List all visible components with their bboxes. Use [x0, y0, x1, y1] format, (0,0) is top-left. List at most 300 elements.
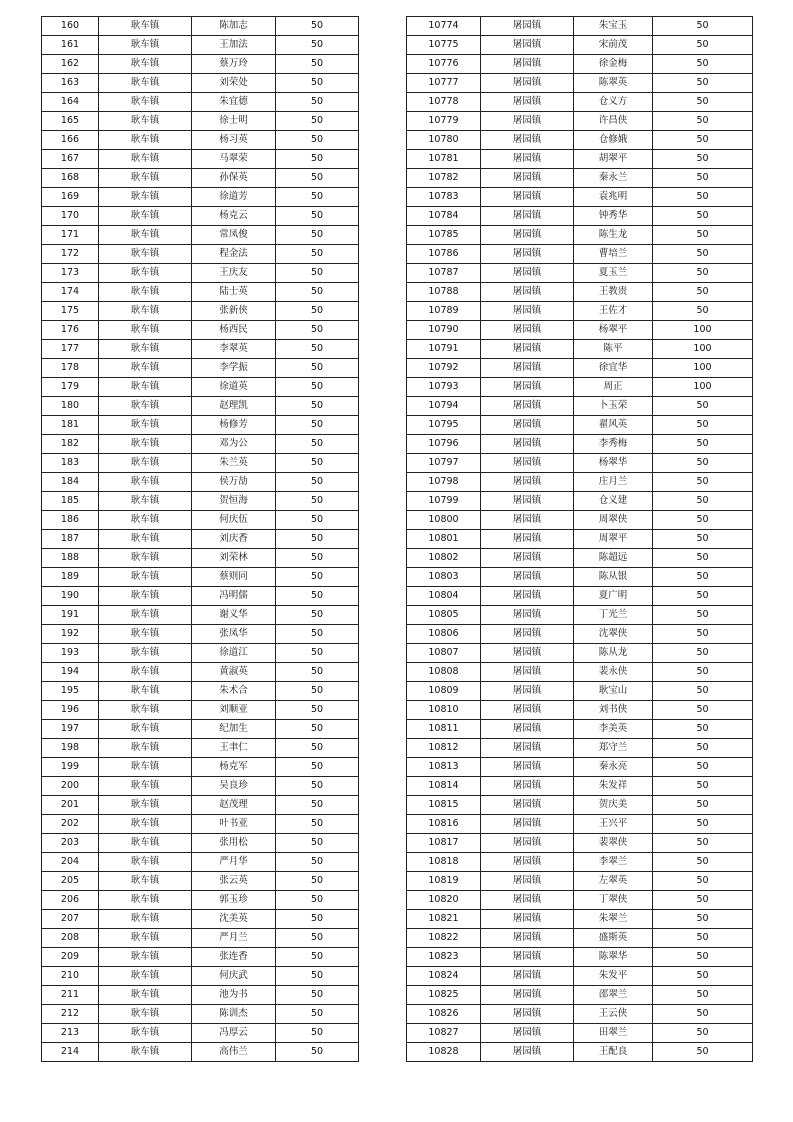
table-row	[407, 1043, 753, 1062]
table-row	[407, 169, 753, 188]
row-number-cell: 10809	[407, 682, 481, 701]
town-cell: 屠园镇	[481, 758, 574, 777]
town-cell: 耿车镇	[99, 511, 192, 530]
town-cell: 屠园镇	[481, 473, 574, 492]
row-number-cell: 194	[42, 663, 99, 682]
name-cell: 庄月兰	[574, 473, 653, 492]
table-row	[42, 891, 359, 910]
row-number-cell: 185	[42, 492, 99, 511]
amount-cell: 50	[276, 74, 359, 93]
name-cell: 陈从银	[574, 568, 653, 587]
town-cell: 耿车镇	[99, 74, 192, 93]
table-row	[42, 530, 359, 549]
row-number-cell: 168	[42, 169, 99, 188]
table-row	[42, 644, 359, 663]
table-row	[407, 663, 753, 682]
row-number-cell: 182	[42, 435, 99, 454]
amount-cell: 50	[276, 644, 359, 663]
amount-cell: 50	[653, 644, 753, 663]
table-row	[42, 473, 359, 492]
amount-cell: 50	[653, 36, 753, 55]
amount-cell: 50	[276, 1024, 359, 1043]
town-cell: 屠园镇	[481, 853, 574, 872]
name-cell: 周正	[574, 378, 653, 397]
town-cell: 屠园镇	[481, 625, 574, 644]
town-cell: 耿车镇	[99, 663, 192, 682]
town-cell: 屠园镇	[481, 549, 574, 568]
town-cell: 耿车镇	[99, 264, 192, 283]
name-cell: 杨克云	[192, 207, 276, 226]
table-row	[42, 226, 359, 245]
town-cell: 屠园镇	[481, 17, 574, 36]
town-cell: 耿车镇	[99, 872, 192, 891]
name-cell: 刘书侠	[574, 701, 653, 720]
name-cell: 丁翠侠	[574, 891, 653, 910]
table-row	[407, 948, 753, 967]
town-cell: 耿车镇	[99, 473, 192, 492]
table-row	[42, 74, 359, 93]
name-cell: 张连香	[192, 948, 276, 967]
name-cell: 秦永兰	[574, 169, 653, 188]
town-cell: 耿车镇	[99, 682, 192, 701]
amount-cell: 50	[276, 188, 359, 207]
name-cell: 蔡则同	[192, 568, 276, 587]
row-number-cell: 176	[42, 321, 99, 340]
table-row	[407, 131, 753, 150]
name-cell: 陈超远	[574, 549, 653, 568]
amount-cell: 50	[276, 872, 359, 891]
table-row	[407, 739, 753, 758]
town-cell: 屠园镇	[481, 169, 574, 188]
table-row	[42, 986, 359, 1005]
town-cell: 屠园镇	[481, 226, 574, 245]
name-cell: 夏玉兰	[574, 264, 653, 283]
table-row	[42, 435, 359, 454]
town-cell: 耿车镇	[99, 454, 192, 473]
name-cell: 徐金梅	[574, 55, 653, 74]
town-cell: 耿车镇	[99, 378, 192, 397]
name-cell: 翟风英	[574, 416, 653, 435]
name-cell: 左翠英	[574, 872, 653, 891]
name-cell: 宋前茂	[574, 36, 653, 55]
town-cell: 耿车镇	[99, 587, 192, 606]
town-cell: 耿车镇	[99, 986, 192, 1005]
amount-cell: 50	[276, 264, 359, 283]
town-cell: 屠园镇	[481, 150, 574, 169]
name-cell: 陈生龙	[574, 226, 653, 245]
amount-cell: 50	[653, 549, 753, 568]
amount-cell: 50	[276, 568, 359, 587]
town-cell: 耿车镇	[99, 55, 192, 74]
row-number-cell: 183	[42, 454, 99, 473]
row-number-cell: 188	[42, 549, 99, 568]
name-cell: 朱发祥	[574, 777, 653, 796]
town-cell: 耿车镇	[99, 910, 192, 929]
amount-cell: 50	[276, 777, 359, 796]
town-cell: 耿车镇	[99, 17, 192, 36]
row-number-cell: 189	[42, 568, 99, 587]
row-number-cell: 210	[42, 967, 99, 986]
table-row	[407, 834, 753, 853]
town-cell: 屠园镇	[481, 682, 574, 701]
row-number-cell: 200	[42, 777, 99, 796]
name-cell: 耿宝山	[574, 682, 653, 701]
town-cell: 屠园镇	[481, 492, 574, 511]
amount-cell: 50	[653, 777, 753, 796]
table-row	[42, 511, 359, 530]
table-row	[42, 758, 359, 777]
amount-cell: 100	[653, 321, 753, 340]
amount-cell: 50	[653, 245, 753, 264]
amount-cell: 50	[653, 929, 753, 948]
town-cell: 耿车镇	[99, 1043, 192, 1062]
row-number-cell: 187	[42, 530, 99, 549]
row-number-cell: 10825	[407, 986, 481, 1005]
town-cell: 耿车镇	[99, 340, 192, 359]
town-cell: 耿车镇	[99, 967, 192, 986]
row-number-cell: 10810	[407, 701, 481, 720]
amount-cell: 50	[276, 112, 359, 131]
amount-cell: 50	[653, 473, 753, 492]
table-row	[42, 701, 359, 720]
town-cell: 耿车镇	[99, 549, 192, 568]
town-cell: 屠园镇	[481, 777, 574, 796]
amount-cell: 50	[653, 397, 753, 416]
name-cell: 袁兆明	[574, 188, 653, 207]
amount-cell: 50	[276, 454, 359, 473]
table-row	[42, 720, 359, 739]
table-row	[42, 397, 359, 416]
table-row	[407, 682, 753, 701]
amount-cell: 50	[276, 492, 359, 511]
left-roster-table	[41, 16, 359, 1062]
amount-cell: 50	[276, 834, 359, 853]
town-cell: 屠园镇	[481, 112, 574, 131]
table-row	[407, 340, 753, 359]
table-row	[42, 36, 359, 55]
name-cell: 朱宜德	[192, 93, 276, 112]
row-number-cell: 10783	[407, 188, 481, 207]
name-cell: 卜玉荣	[574, 397, 653, 416]
name-cell: 许昌侠	[574, 112, 653, 131]
row-number-cell: 10775	[407, 36, 481, 55]
town-cell: 耿车镇	[99, 435, 192, 454]
name-cell: 冯厚云	[192, 1024, 276, 1043]
table-row	[42, 853, 359, 872]
town-cell: 耿车镇	[99, 302, 192, 321]
town-cell: 屠园镇	[481, 1005, 574, 1024]
table-row	[407, 207, 753, 226]
table-row	[42, 55, 359, 74]
amount-cell: 50	[276, 663, 359, 682]
table-row	[42, 967, 359, 986]
table-row	[407, 17, 753, 36]
amount-cell: 100	[653, 378, 753, 397]
row-number-cell: 10791	[407, 340, 481, 359]
amount-cell: 50	[276, 625, 359, 644]
row-number-cell: 178	[42, 359, 99, 378]
amount-cell: 50	[276, 17, 359, 36]
row-number-cell: 10800	[407, 511, 481, 530]
table-row	[407, 549, 753, 568]
row-number-cell: 201	[42, 796, 99, 815]
name-cell: 朱兰英	[192, 454, 276, 473]
town-cell: 屠园镇	[481, 378, 574, 397]
town-cell: 屠园镇	[481, 397, 574, 416]
amount-cell: 50	[276, 36, 359, 55]
name-cell: 秦永亮	[574, 758, 653, 777]
amount-cell: 50	[653, 606, 753, 625]
row-number-cell: 10811	[407, 720, 481, 739]
amount-cell: 50	[276, 359, 359, 378]
table-row	[42, 1005, 359, 1024]
table-row	[407, 986, 753, 1005]
row-number-cell: 179	[42, 378, 99, 397]
table-row	[42, 302, 359, 321]
name-cell: 丁光兰	[574, 606, 653, 625]
name-cell: 胡翠平	[574, 150, 653, 169]
row-number-cell: 184	[42, 473, 99, 492]
town-cell: 屠园镇	[481, 245, 574, 264]
town-cell: 耿车镇	[99, 226, 192, 245]
amount-cell: 50	[653, 1043, 753, 1062]
amount-cell: 50	[276, 435, 359, 454]
row-number-cell: 10821	[407, 910, 481, 929]
town-cell: 屠园镇	[481, 986, 574, 1005]
name-cell: 李学振	[192, 359, 276, 378]
town-cell: 屠园镇	[481, 36, 574, 55]
amount-cell: 50	[276, 473, 359, 492]
table-row	[42, 606, 359, 625]
amount-cell: 50	[276, 682, 359, 701]
table-row	[42, 169, 359, 188]
town-cell: 耿车镇	[99, 207, 192, 226]
town-cell: 耿车镇	[99, 948, 192, 967]
town-cell: 屠园镇	[481, 739, 574, 758]
name-cell: 张凤华	[192, 625, 276, 644]
table-row	[42, 359, 359, 378]
town-cell: 耿车镇	[99, 359, 192, 378]
row-number-cell: 162	[42, 55, 99, 74]
row-number-cell: 10794	[407, 397, 481, 416]
amount-cell: 100	[653, 359, 753, 378]
amount-cell: 50	[276, 302, 359, 321]
amount-cell: 50	[653, 435, 753, 454]
row-number-cell: 10780	[407, 131, 481, 150]
name-cell: 张新侠	[192, 302, 276, 321]
name-cell: 朱术合	[192, 682, 276, 701]
row-number-cell: 10807	[407, 644, 481, 663]
town-cell: 屠园镇	[481, 815, 574, 834]
town-cell: 屠园镇	[481, 131, 574, 150]
town-cell: 耿车镇	[99, 1024, 192, 1043]
amount-cell: 50	[276, 1005, 359, 1024]
table-row	[407, 302, 753, 321]
name-cell: 蔡万玲	[192, 55, 276, 74]
town-cell: 耿车镇	[99, 36, 192, 55]
table-row	[407, 473, 753, 492]
name-cell: 池为书	[192, 986, 276, 1005]
name-cell: 郑守兰	[574, 739, 653, 758]
amount-cell: 50	[653, 568, 753, 587]
amount-cell: 50	[276, 853, 359, 872]
row-number-cell: 211	[42, 986, 99, 1005]
town-cell: 耿车镇	[99, 530, 192, 549]
town-cell: 耿车镇	[99, 1005, 192, 1024]
row-number-cell: 177	[42, 340, 99, 359]
name-cell: 严月兰	[192, 929, 276, 948]
town-cell: 屠园镇	[481, 416, 574, 435]
row-number-cell: 10795	[407, 416, 481, 435]
name-cell: 钟秀华	[574, 207, 653, 226]
amount-cell: 50	[653, 701, 753, 720]
name-cell: 仓修娥	[574, 131, 653, 150]
row-number-cell: 214	[42, 1043, 99, 1062]
row-number-cell: 169	[42, 188, 99, 207]
amount-cell: 50	[276, 283, 359, 302]
town-cell: 屠园镇	[481, 910, 574, 929]
amount-cell: 50	[653, 948, 753, 967]
town-cell: 耿车镇	[99, 568, 192, 587]
amount-cell: 50	[653, 93, 753, 112]
name-cell: 张用松	[192, 834, 276, 853]
name-cell: 刘庆香	[192, 530, 276, 549]
town-cell: 耿车镇	[99, 891, 192, 910]
amount-cell: 50	[276, 891, 359, 910]
amount-cell: 50	[653, 967, 753, 986]
amount-cell: 50	[653, 416, 753, 435]
name-cell: 赵理凯	[192, 397, 276, 416]
row-number-cell: 165	[42, 112, 99, 131]
table-row	[42, 131, 359, 150]
table-row	[42, 340, 359, 359]
table-row	[407, 967, 753, 986]
table-row	[407, 587, 753, 606]
name-cell: 沈美英	[192, 910, 276, 929]
row-number-cell: 10818	[407, 853, 481, 872]
row-number-cell: 199	[42, 758, 99, 777]
town-cell: 屠园镇	[481, 796, 574, 815]
town-cell: 屠园镇	[481, 872, 574, 891]
table-row	[42, 416, 359, 435]
town-cell: 屠园镇	[481, 321, 574, 340]
row-number-cell: 197	[42, 720, 99, 739]
row-number-cell: 10806	[407, 625, 481, 644]
row-number-cell: 202	[42, 815, 99, 834]
row-number-cell: 10828	[407, 1043, 481, 1062]
row-number-cell: 213	[42, 1024, 99, 1043]
name-cell: 朱发平	[574, 967, 653, 986]
amount-cell: 50	[653, 169, 753, 188]
right-roster-table	[406, 16, 753, 1062]
amount-cell: 50	[276, 321, 359, 340]
amount-cell: 50	[653, 872, 753, 891]
town-cell: 耿车镇	[99, 150, 192, 169]
table-row	[407, 93, 753, 112]
table-row	[42, 587, 359, 606]
amount-cell: 50	[276, 511, 359, 530]
town-cell: 屠园镇	[481, 929, 574, 948]
right-roster-body	[407, 17, 753, 1062]
town-cell: 屠园镇	[481, 701, 574, 720]
name-cell: 裴翠侠	[574, 834, 653, 853]
name-cell: 陈从龙	[574, 644, 653, 663]
table-row	[42, 796, 359, 815]
amount-cell: 50	[653, 834, 753, 853]
table-row	[42, 150, 359, 169]
town-cell: 耿车镇	[99, 796, 192, 815]
row-number-cell: 10824	[407, 967, 481, 986]
amount-cell: 50	[276, 245, 359, 264]
row-number-cell: 166	[42, 131, 99, 150]
name-cell: 徐道英	[192, 378, 276, 397]
row-number-cell: 205	[42, 872, 99, 891]
row-number-cell: 191	[42, 606, 99, 625]
name-cell: 郭玉珍	[192, 891, 276, 910]
amount-cell: 50	[276, 378, 359, 397]
town-cell: 屠园镇	[481, 606, 574, 625]
town-cell: 屠园镇	[481, 1043, 574, 1062]
name-cell: 何庆武	[192, 967, 276, 986]
row-number-cell: 204	[42, 853, 99, 872]
town-cell: 屠园镇	[481, 283, 574, 302]
name-cell: 王聿仁	[192, 739, 276, 758]
table-row	[42, 492, 359, 511]
name-cell: 吴良珍	[192, 777, 276, 796]
town-cell: 屠园镇	[481, 454, 574, 473]
row-number-cell: 10805	[407, 606, 481, 625]
table-row	[42, 245, 359, 264]
amount-cell: 50	[653, 625, 753, 644]
town-cell: 耿车镇	[99, 93, 192, 112]
name-cell: 周翠平	[574, 530, 653, 549]
table-row	[407, 1024, 753, 1043]
table-row	[42, 834, 359, 853]
row-number-cell: 10796	[407, 435, 481, 454]
table-row	[407, 701, 753, 720]
table-row	[42, 872, 359, 891]
town-cell: 耿车镇	[99, 169, 192, 188]
row-number-cell: 10801	[407, 530, 481, 549]
town-cell: 耿车镇	[99, 492, 192, 511]
table-row	[407, 910, 753, 929]
amount-cell: 50	[653, 530, 753, 549]
table-row	[407, 644, 753, 663]
name-cell: 杨修芳	[192, 416, 276, 435]
table-row	[407, 777, 753, 796]
row-number-cell: 10813	[407, 758, 481, 777]
table-row	[407, 815, 753, 834]
name-cell: 王配良	[574, 1043, 653, 1062]
row-number-cell: 167	[42, 150, 99, 169]
table-row	[407, 283, 753, 302]
amount-cell: 50	[276, 131, 359, 150]
town-cell: 耿车镇	[99, 188, 192, 207]
table-row	[42, 663, 359, 682]
row-number-cell: 10827	[407, 1024, 481, 1043]
town-cell: 屠园镇	[481, 55, 574, 74]
name-cell: 孙保英	[192, 169, 276, 188]
amount-cell: 50	[653, 188, 753, 207]
town-cell: 耿车镇	[99, 112, 192, 131]
row-number-cell: 10785	[407, 226, 481, 245]
row-number-cell: 196	[42, 701, 99, 720]
amount-cell: 50	[276, 150, 359, 169]
town-cell: 屠园镇	[481, 264, 574, 283]
amount-cell: 50	[276, 815, 359, 834]
table-row	[407, 720, 753, 739]
amount-cell: 50	[653, 663, 753, 682]
